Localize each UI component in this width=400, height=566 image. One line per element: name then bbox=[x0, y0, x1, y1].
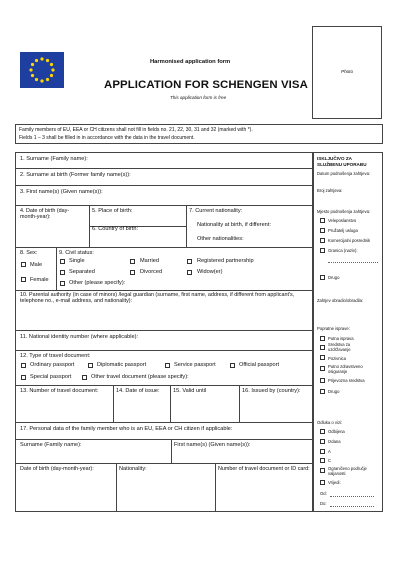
od-line[interactable] bbox=[330, 496, 374, 497]
label-a: A bbox=[328, 449, 331, 454]
field-3-first-names[interactable]: 3. First name(s) (Given name(s)): bbox=[20, 189, 103, 195]
label-popratne-drugo: Drugo bbox=[328, 389, 340, 394]
main-form bbox=[15, 152, 313, 512]
field-7-nationality-at-birth[interactable]: Nationality at birth, if different: bbox=[197, 222, 271, 228]
label-diplomatic-passport: Diplomatic passport bbox=[97, 362, 147, 368]
label-datum[interactable]: Datum podnošenja zahtjeva: bbox=[317, 171, 371, 176]
field-8-sex: 8. Sex: bbox=[20, 250, 38, 256]
checkbox-izdana[interactable] bbox=[320, 439, 325, 444]
free-note: This application form is free bbox=[170, 95, 227, 100]
checkbox-diplomatic-passport[interactable] bbox=[88, 363, 93, 368]
checkbox-divorced[interactable] bbox=[130, 270, 135, 275]
checkbox-a[interactable] bbox=[320, 449, 325, 454]
checkbox-widower[interactable] bbox=[187, 270, 192, 275]
checkbox-single[interactable] bbox=[60, 259, 65, 264]
field-6-country-of-birth[interactable]: 6. Country of birth: bbox=[92, 226, 139, 232]
label-ordinary-passport: Ordinary passport bbox=[30, 362, 75, 368]
label-special-passport: Special passport bbox=[30, 374, 72, 380]
notice-box bbox=[15, 124, 383, 144]
checkbox-komercijalni[interactable] bbox=[320, 238, 325, 243]
checkbox-prijevozna[interactable] bbox=[320, 378, 325, 383]
label-pozivnica: Pozivnica bbox=[328, 356, 346, 361]
label-putna-isprava: Putna isprava bbox=[328, 336, 354, 341]
label-registered-partnership: Registered partnership bbox=[197, 258, 254, 264]
checkbox-pruzatelj[interactable] bbox=[320, 228, 325, 233]
do-line[interactable] bbox=[330, 506, 374, 507]
label-broj[interactable]: Broj zahtjeva: bbox=[317, 188, 343, 193]
checkbox-osiguranje[interactable] bbox=[320, 366, 325, 371]
checkbox-putna-isprava[interactable] bbox=[320, 336, 325, 341]
label-mjesto-drugo: Drugo bbox=[328, 275, 340, 280]
label-izdana: Izdana bbox=[328, 439, 341, 444]
field-17-travel-doc-number[interactable]: Number of travel document or ID card: bbox=[218, 466, 310, 472]
checkbox-registered-partnership[interactable] bbox=[187, 259, 192, 264]
checkbox-female[interactable] bbox=[21, 277, 26, 282]
field-10-parental-authority[interactable]: 10. Parental authority (in case of minors) /legal guardian (surname, first name, address, if different from applicant's, telephone no., e-mail address, and nationality): bbox=[20, 292, 295, 305]
label-official-passport: Official passport bbox=[239, 362, 280, 368]
label-male: Male bbox=[30, 262, 43, 268]
label-service-passport: Service passport bbox=[174, 362, 216, 368]
checkbox-odbijena[interactable] bbox=[320, 429, 325, 434]
photo-label: Photo bbox=[341, 69, 354, 74]
notice-line-1: Family members of EU, EEA or CH citizens shall not fill in fields no. 21, 22, 30, 31 and 32 (marked with *). bbox=[19, 127, 253, 133]
label-mjesto: Mjesto podnošenja zahtjeva: bbox=[317, 209, 371, 214]
label-odbijena: Odbijena bbox=[328, 429, 345, 434]
page-title: APPLICATION FOR SCHENGEN VISA bbox=[104, 79, 308, 91]
label-granica: Granica (naziv): bbox=[328, 248, 358, 253]
label-married: Married bbox=[140, 258, 159, 264]
field-13-travel-doc-number[interactable]: 13. Number of travel document: bbox=[20, 388, 99, 394]
field-12-travel-doc-type: 12. Type of travel document: bbox=[20, 353, 91, 359]
label-widower: Widow(er) bbox=[197, 269, 223, 275]
label-obradio[interactable]: Zahtjev obradio/obradila: bbox=[317, 298, 364, 303]
checkbox-official-passport[interactable] bbox=[230, 363, 235, 368]
field-5-place-of-birth[interactable]: 5. Place of birth: bbox=[92, 208, 133, 214]
label-sredstva: Sredstva za uzdržavanje bbox=[328, 342, 351, 352]
label-c: C bbox=[328, 458, 332, 463]
field-14-date-of-issue[interactable]: 14. Date of issue: bbox=[116, 388, 160, 394]
label-od: Od: bbox=[320, 491, 327, 496]
field-7-other-nationalities[interactable]: Other nationalities: bbox=[197, 236, 244, 242]
photo-box[interactable] bbox=[312, 26, 382, 119]
label-divorced: Divorced bbox=[140, 269, 163, 275]
field-17-surname[interactable]: Surname (Family name): bbox=[20, 442, 82, 448]
official-use-title-2: SLUŽBENU UPORABU bbox=[317, 162, 367, 167]
checkbox-mjesto-drugo[interactable] bbox=[320, 275, 325, 280]
label-separated: Separated bbox=[69, 269, 95, 275]
field-7-current-nationality[interactable]: 7. Current nationality: bbox=[189, 208, 243, 214]
checkbox-ordinary-passport[interactable] bbox=[21, 363, 26, 368]
checkbox-service-passport[interactable] bbox=[165, 363, 170, 368]
label-popratne: Popratne isprave: bbox=[317, 326, 350, 331]
label-odluka: Odluka o vizi: bbox=[317, 420, 343, 425]
eu-stars-icon bbox=[20, 52, 64, 88]
checkbox-veleposlanstvo[interactable] bbox=[320, 218, 325, 223]
form-subtitle: Harmonised application form bbox=[150, 59, 231, 65]
checkbox-vrijedi[interactable] bbox=[320, 480, 325, 485]
official-use-title: ISKLJUČIVO ZA bbox=[317, 156, 352, 161]
label-do: Do: bbox=[320, 501, 327, 506]
field-2-surname-at-birth[interactable]: 2. Surname at birth (Former family name(s)): bbox=[20, 172, 131, 178]
label-other-travel-doc: Other travel document (please specify): bbox=[91, 374, 189, 380]
label-vrijedi: Vrijedi: bbox=[328, 480, 341, 485]
label-civil-other: Other (please specify): bbox=[69, 280, 126, 286]
field-17-nationality[interactable]: Nationality: bbox=[119, 466, 147, 472]
checkbox-granica[interactable] bbox=[320, 248, 325, 253]
checkbox-pozivnica[interactable] bbox=[320, 355, 325, 360]
checkbox-civil-other[interactable] bbox=[60, 281, 65, 286]
checkbox-sredstva[interactable] bbox=[320, 345, 325, 350]
field-1-surname[interactable]: 1. Surname (Family name): bbox=[20, 156, 88, 162]
checkbox-special-passport[interactable] bbox=[21, 375, 26, 380]
label-female: Female bbox=[30, 277, 49, 283]
checkbox-c[interactable] bbox=[320, 458, 325, 463]
checkbox-ogranicen[interactable] bbox=[320, 468, 325, 473]
checkbox-married[interactable] bbox=[130, 259, 135, 264]
field-17-family-member: 17. Personal data of the family member who is an EU, EEA or CH citizen if applicable: bbox=[20, 426, 233, 432]
field-15-valid-until[interactable]: 15. Valid until bbox=[173, 388, 207, 394]
checkbox-popratne-drugo[interactable] bbox=[320, 389, 325, 394]
notice-line-2: Fields 1 – 3 shall be filled in in accordance with the data in the travel document. bbox=[19, 135, 195, 141]
field-4-date-of-birth[interactable]: 4. Date of birth (day-month-year): bbox=[20, 208, 70, 221]
eu-flag bbox=[20, 52, 64, 88]
label-osiguranje: Putno zdravstveno osiguranje bbox=[328, 364, 363, 374]
checkbox-separated[interactable] bbox=[60, 270, 65, 275]
label-veleposlanstvo: Veleposlanstvo bbox=[328, 218, 357, 223]
field-11-national-id[interactable]: 11. National identity number (where applicable): bbox=[20, 334, 139, 340]
field-9-civil-status: 9. Civil status: bbox=[59, 250, 94, 256]
checkbox-other-travel-doc[interactable] bbox=[82, 375, 87, 380]
label-ogranicen: Ograničeno područje valjanosti bbox=[328, 466, 367, 476]
field-17-date-of-birth[interactable]: Date of birth (day-month-year): bbox=[20, 466, 94, 472]
label-prijevozna: Prijevozna sredstva bbox=[328, 378, 365, 383]
label-komercijalni: Komercijalni posrednik bbox=[328, 238, 371, 243]
label-single: Single bbox=[69, 258, 85, 264]
checkbox-male[interactable] bbox=[21, 262, 26, 267]
field-17-first-names[interactable]: First name(s) (Given name(s)): bbox=[174, 442, 251, 448]
field-16-issued-by[interactable]: 16. Issued by (country): bbox=[242, 388, 301, 394]
label-pruzatelj: Pružatelj usluga bbox=[328, 228, 358, 233]
